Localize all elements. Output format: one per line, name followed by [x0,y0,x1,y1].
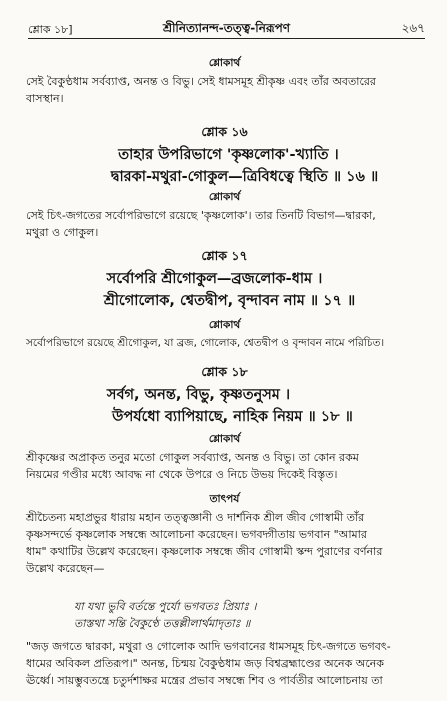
translation-line: নিয়মের গণ্ডীর মধ্যে আবদ্ধ না থেকে উপরে ও নিচে উভয় দিকেই বিস্তৃত। [26,468,338,481]
verse-number: শ্লোক ১৭ [201,248,248,263]
verse-block [26,248,423,312]
purport-line: কৃষ্ণসন্দর্ভে কৃষ্ণলোক সম্বন্ধে আলোচনা করেছেন। ভগবদ্গীতায় ভগবান "আমার [26,528,367,541]
translation-line: সেই বৈকুণ্ঠধাম সর্বব্যাপ্ত, অনন্ত ও বিভু। সেই ধামসমূহ শ্রীকৃষ্ণ এবং তাঁর অবতারের [26,75,376,88]
verse-line: দ্বারকা-মথুরা-গোকুল—ত্রিবিধত্বে স্থিতি ॥ ১৬ ॥ [110,169,379,185]
closing-line: ধামের অবিকল প্রতিরূপ।" অনন্ত, চিন্ময় বৈকুণ্ঠধাম জড় বিশ্বব্রহ্মাণ্ডের অনেক অনেক [26,657,384,670]
quote-line: তাস্তথা সন্তি বৈকুণ্ঠে তত্তল্লীলার্থমাদৃতাঃ ॥ [74,617,251,630]
running-header [28,20,425,39]
verse-block [26,124,423,188]
translation-line: সর্বোপরিভাগে রয়েছে শ্রীগোকুল, যা ব্রজ, গোলোক, শ্বেতদ্বীপ ও বৃন্দাবন নামে পরিচিত। [26,337,385,349]
header-chapter-title: শ্রীনিত্যানন্দ-তত্ত্ব-নিরূপণ [162,21,291,35]
section-label: শ্লোকার্থ [208,433,241,445]
purport-line: শ্রীচৈতন্য মহাপ্রভুর ধারায় মহান তত্ত্বজ্ঞানী ও দার্শনিক শ্রীল জীব গোস্বামী তাঁর [26,511,365,524]
verse-line: সর্বগ, অনন্ত, বিভু, কৃষ্ণতনুসম । [106,387,291,403]
section-label: শ্লোকার্থ [208,191,241,203]
translation-line: সেই চিৎ-জগতের সর্বোপরিভাগে রয়েছে 'কৃষ্ণলোক'। তার তিনটি বিভাগ—দ্বারকা, [26,209,376,222]
translation-line: বাসস্থান। [26,92,64,105]
verse-number: শ্লোক ১৮ [201,364,248,379]
translation-block [26,432,423,483]
section-label: শ্লোকার্থ [208,57,241,69]
purport-line: ধাম" কথাটির উল্লেখ করেছেন। কৃষ্ণলোক সম্বন্ধে জীব গোস্বামী স্কন্দ পুরাণের বর্ণনার [26,545,383,558]
header-page-number: ২৬৭ [401,21,425,35]
translation-line: মথুরা ও গোকুল। [26,226,99,239]
verse-line: তাহার উপরিভাগে 'কৃষ্ণলোক'-খ্যাতি । [118,147,339,163]
translation-block [26,56,423,107]
quote-line: যা যথা ভুবি বর্তন্তে পুর্যো ভগবতঃ প্রিয়াঃ । [74,600,257,613]
verse-block [26,364,423,428]
section-label: শ্লোকার্থ [208,319,241,331]
section-label: তাৎপর্য [209,493,240,505]
translation-line: শ্রীকৃষ্ণের অপ্রাকৃত তনুর মতো গোকুল সর্বব্যাপ্ত, অনন্ত ও বিভু। তা কোন রকম [26,451,359,464]
translation-block [26,190,423,241]
header-verse-ref: শ্লোক ১৮] [28,23,73,36]
closing-line: ঊর্ধ্বে। সায়ম্ভুবতন্ত্রে চতুর্দশাক্ষর মন্ত্রের প্রভাব সম্বন্ধে শিব ও পার্বতীর আলোচনায় তা [26,674,383,687]
verse-line: শ্রীগোলোক, শ্বেতদ্বীপ, বৃন্দাবন নাম ॥ ১৭ ॥ [103,293,356,309]
verse-number: শ্লোক ১৬ [201,124,248,139]
verse-line: সর্বোপরি শ্রীগোকুল—ব্রজলোক-ধাম । [106,271,323,287]
purport-block [26,492,423,577]
closing-line: "জড় জগতে দ্বারকা, মথুরা ও গোলোক আদি ভগবানের ধামসমূহ চিৎ-জগতে ভগবৎ- [26,640,391,653]
translation-block [26,318,423,352]
verse-line: উপর্যধো ব্যাপিয়াছে, নাহিক নিয়ম ॥ ১৮ ॥ [112,409,353,425]
closing-paragraph [26,638,423,689]
purport-line: উল্লেখ করেছেন— [26,562,105,575]
sanskrit-quote [26,598,423,632]
